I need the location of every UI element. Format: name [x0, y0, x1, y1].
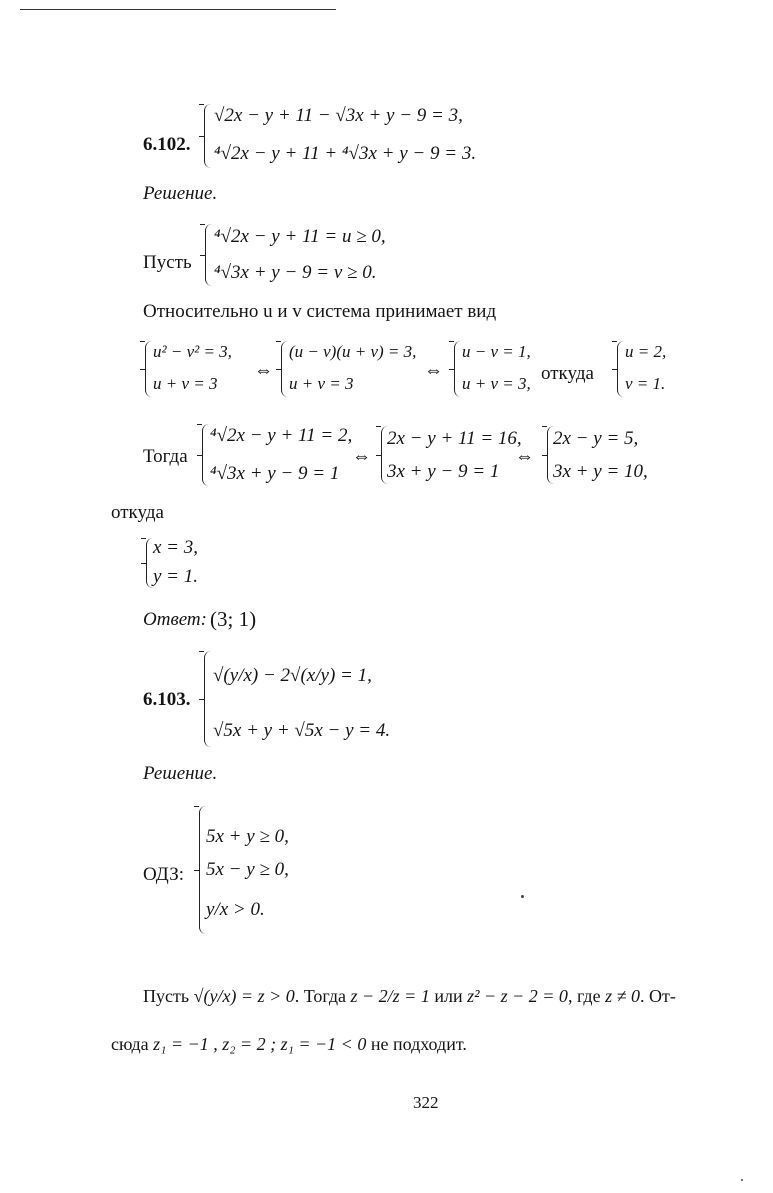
solution-label: Решение. — [143, 183, 218, 204]
system-a-eq2: u + v = 3 — [153, 374, 218, 393]
equation-6-102-2: ⁴√2x − y + 11 + ⁴√3x + y − 9 = 3. — [214, 143, 477, 164]
let-label: Пусть — [143, 252, 192, 273]
system-brace — [205, 224, 214, 286]
line-end-text: . От- — [639, 986, 676, 1006]
odz-condition-3: y/x > 0. — [206, 899, 265, 920]
roots-values: z₁ = −1 , z₂ = 2 ; z₁ = −1 < 0 — [153, 1034, 367, 1054]
z-nonzero-condition: z ≠ 0 — [605, 986, 640, 1006]
substitution-u: ⁴√2x − y + 11 = u ≥ 0, — [214, 226, 386, 247]
equation-6-102-1: √2x − y + 11 − √3x + y − 9 = 3, — [214, 105, 463, 126]
quadratic-equation: z² − z − 2 = 0 — [467, 986, 568, 1006]
odz-condition-1: 5x + y ≥ 0, — [206, 826, 289, 847]
system-g-eq1: 2x − y = 5, — [553, 428, 639, 449]
or-label: или — [434, 986, 463, 1006]
system-f-eq2: 3x + y − 9 = 1 — [387, 461, 500, 482]
result-y: y = 1. — [153, 566, 199, 587]
system-f-eq1: 2x − y + 11 = 16, — [387, 428, 522, 449]
equation-6-103-1: √(y/x) − 2√(x/y) = 1, — [213, 665, 372, 686]
system-c-eq1: u − v = 1, — [462, 342, 531, 361]
problem-number-6-102: 6.102. — [143, 134, 191, 155]
answer-label: Ответ: — [143, 609, 207, 630]
system-e-eq1: ⁴√2x − y + 11 = 2, — [210, 425, 353, 446]
header-rule — [20, 9, 336, 10]
system-g-eq2: 3x + y = 10, — [553, 461, 648, 482]
system-d-eq2: v = 1. — [625, 374, 666, 393]
system-e-eq2: ⁴√3x + y − 9 = 1 — [210, 463, 340, 484]
equation-6-103-2: √5x + y + √5x − y = 4. — [213, 720, 391, 741]
substitution-line — [143, 986, 676, 1007]
system-brace — [204, 651, 213, 747]
odz-label: ОДЗ: — [143, 864, 185, 885]
system-a-eq1: u² − v² = 3, — [153, 342, 232, 361]
problem-number-6-103: 6.103. — [143, 689, 191, 710]
scan-speck — [741, 1179, 743, 1181]
equivalence-sign: ⇔ — [352, 446, 371, 467]
relative-text: Относительно u и v система принимает вид — [143, 301, 497, 322]
answer-value: (3; 1) — [210, 607, 257, 631]
equivalence-sign: ⇔ — [515, 446, 534, 467]
system-b-eq1: (u − v)(u + v) = 3, — [289, 342, 417, 361]
equivalence-sign: ⇔ — [424, 360, 443, 381]
hence-text: сюда — [111, 1034, 149, 1054]
system-brace — [204, 104, 213, 168]
scan-speck — [521, 895, 524, 898]
page-number: 322 — [413, 1093, 439, 1112]
roots-line — [111, 1034, 467, 1055]
system-b-eq2: u + v = 3 — [289, 374, 354, 393]
substitution-v: ⁴√3x + y − 9 = v ≥ 0. — [214, 262, 377, 283]
equation-z: z − 2/z = 1 — [350, 986, 430, 1006]
system-c-eq2: u + v = 3, — [462, 374, 531, 393]
let-label: Пусть — [143, 986, 190, 1006]
then-label: . Тогда — [294, 986, 347, 1006]
whence-label: откуда — [541, 363, 594, 384]
whence-label: откуда — [111, 502, 164, 523]
odz-condition-2: 5x − y ≥ 0, — [206, 859, 289, 880]
where-label: , где — [567, 986, 601, 1006]
substitution-z: √(y/x) = z > 0 — [193, 986, 295, 1006]
then-label: Тогда — [143, 446, 188, 467]
solution-label: Решение. — [143, 763, 218, 784]
system-d-eq1: u = 2, — [625, 342, 667, 361]
not-suitable-text: не подходит. — [370, 1034, 467, 1054]
equivalence-sign: ⇔ — [254, 360, 273, 381]
result-x: x = 3, — [153, 537, 199, 558]
